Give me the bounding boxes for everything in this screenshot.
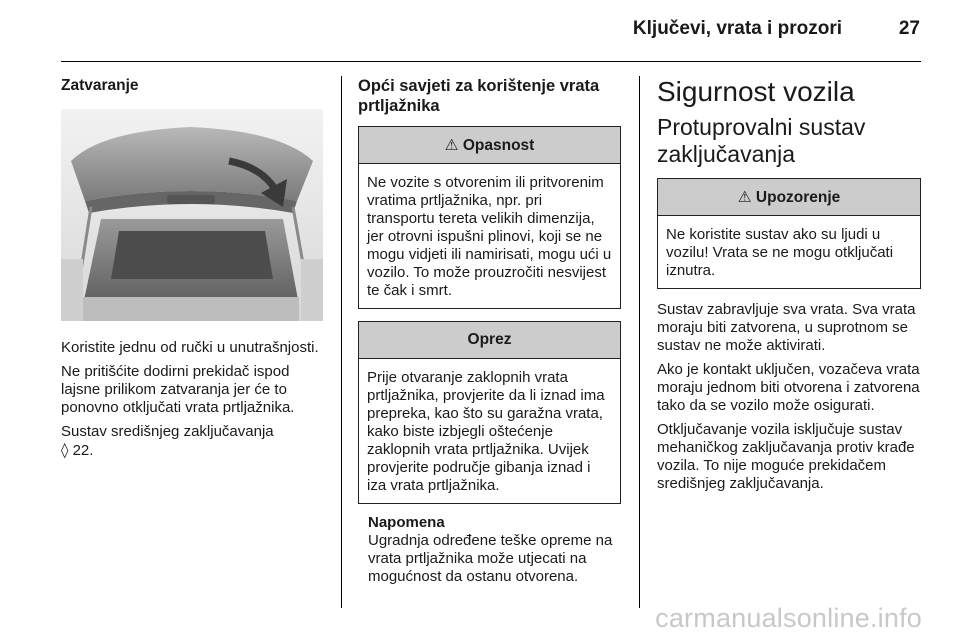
reference-arrow-icon: ◊	[61, 441, 69, 459]
danger-box-title: Opasnost	[462, 137, 535, 154]
paragraph-ignition: Ako je kontakt uključen, vozačeva vrata moraju jednom biti otvorena i zatvorena tako da se vozilo može osigurati.	[657, 361, 920, 414]
warning-triangle-icon: ⚠	[737, 188, 752, 206]
column-closing	[61, 76, 323, 466]
warning-box-header	[658, 179, 920, 216]
section-heading-closing: Zatvaranje	[61, 77, 139, 94]
paragraph-handle: Koristite jednu od ručki u unutrašnjosti.	[61, 339, 319, 356]
warning-triangle-icon: ⚠	[444, 136, 459, 154]
column-divider-1	[341, 76, 342, 608]
column-vehicle-security	[657, 76, 921, 499]
warning-box	[657, 178, 921, 289]
central-locking-page-ref[interactable]: 22.	[72, 442, 94, 459]
paragraph-system-locks: Sustav zabravljuje sva vrata. Sva vrata moraju biti zatvorena, u suprotnom se sustav ne može aktivirati.	[657, 301, 916, 354]
central-locking-text: Sustav središnjeg zaključavanja	[61, 423, 274, 440]
column-tailgate-advice	[358, 76, 622, 586]
warning-box-title: Upozorenje	[755, 189, 841, 206]
note-body: Ugradnja određene teške opreme na vrata prtljažnika može utjecati na mogućnost da ostanu otvorena.	[368, 532, 613, 585]
caution-box-body: Prije otvaranje zaklopnih vrata prtljažnika, provjerite da li iznad ima prepreka, kao što su garažna vrata, kako biste izbjegli oštećenje zaklopnih vrata prtljažnika. Uvijek provjerite područje gibanja iznad i iza vrata prtljažnika.	[367, 369, 605, 494]
paragraph-central-locking	[61, 423, 323, 460]
caution-box	[358, 321, 621, 504]
tailgate-closing-photo	[61, 109, 323, 321]
note-block	[358, 514, 622, 586]
paragraph-unlocking: Otključavanje vozila isključuje sustav mehaničkog zaključavanja protiv krađe vozila. To nije moguće prekidačem središnjeg zaključavanja.	[657, 421, 915, 492]
header-divider	[61, 61, 921, 62]
note-title: Napomena	[368, 514, 445, 531]
section-title-anti-theft: Protuprovalni sustav zaključavanja	[657, 114, 866, 167]
watermark: carmanualsonline.info	[655, 603, 922, 633]
chapter-title: Sigurnost vozila	[657, 76, 855, 107]
page-header-title: Ključevi, vrata i prozori	[632, 18, 842, 39]
danger-box-header	[359, 127, 620, 164]
column-divider-2	[639, 76, 640, 608]
danger-box-body: Ne vozite s otvorenim ili pritvorenim vratima prtljažnika, npr. pri transportu tereta velikih dimenzija, jer otrovni ispušni plinovi, koji se ne mogu vidjeti ili namirisati, mogu ući u vozilo. To može prouzročiti nesvijest te čak i smrt.	[367, 174, 612, 299]
section-heading-tailgate-advice: Opći savjeti za korištenje vrata prtljažnika	[358, 77, 600, 115]
page-number: 27	[898, 18, 920, 39]
caution-box-title: Oprez	[359, 322, 620, 359]
paragraph-touch-switch: Ne pritišćite dodirni prekidač ispod lajsne prilikom zatvaranja jer će to ponovno otključati vrata prtljažnika.	[61, 363, 295, 416]
danger-box	[358, 126, 621, 309]
warning-box-body: Ne koristite sustav ako su ljudi u vozilu! Vrata se ne mogu otključati iznutra.	[666, 226, 894, 279]
